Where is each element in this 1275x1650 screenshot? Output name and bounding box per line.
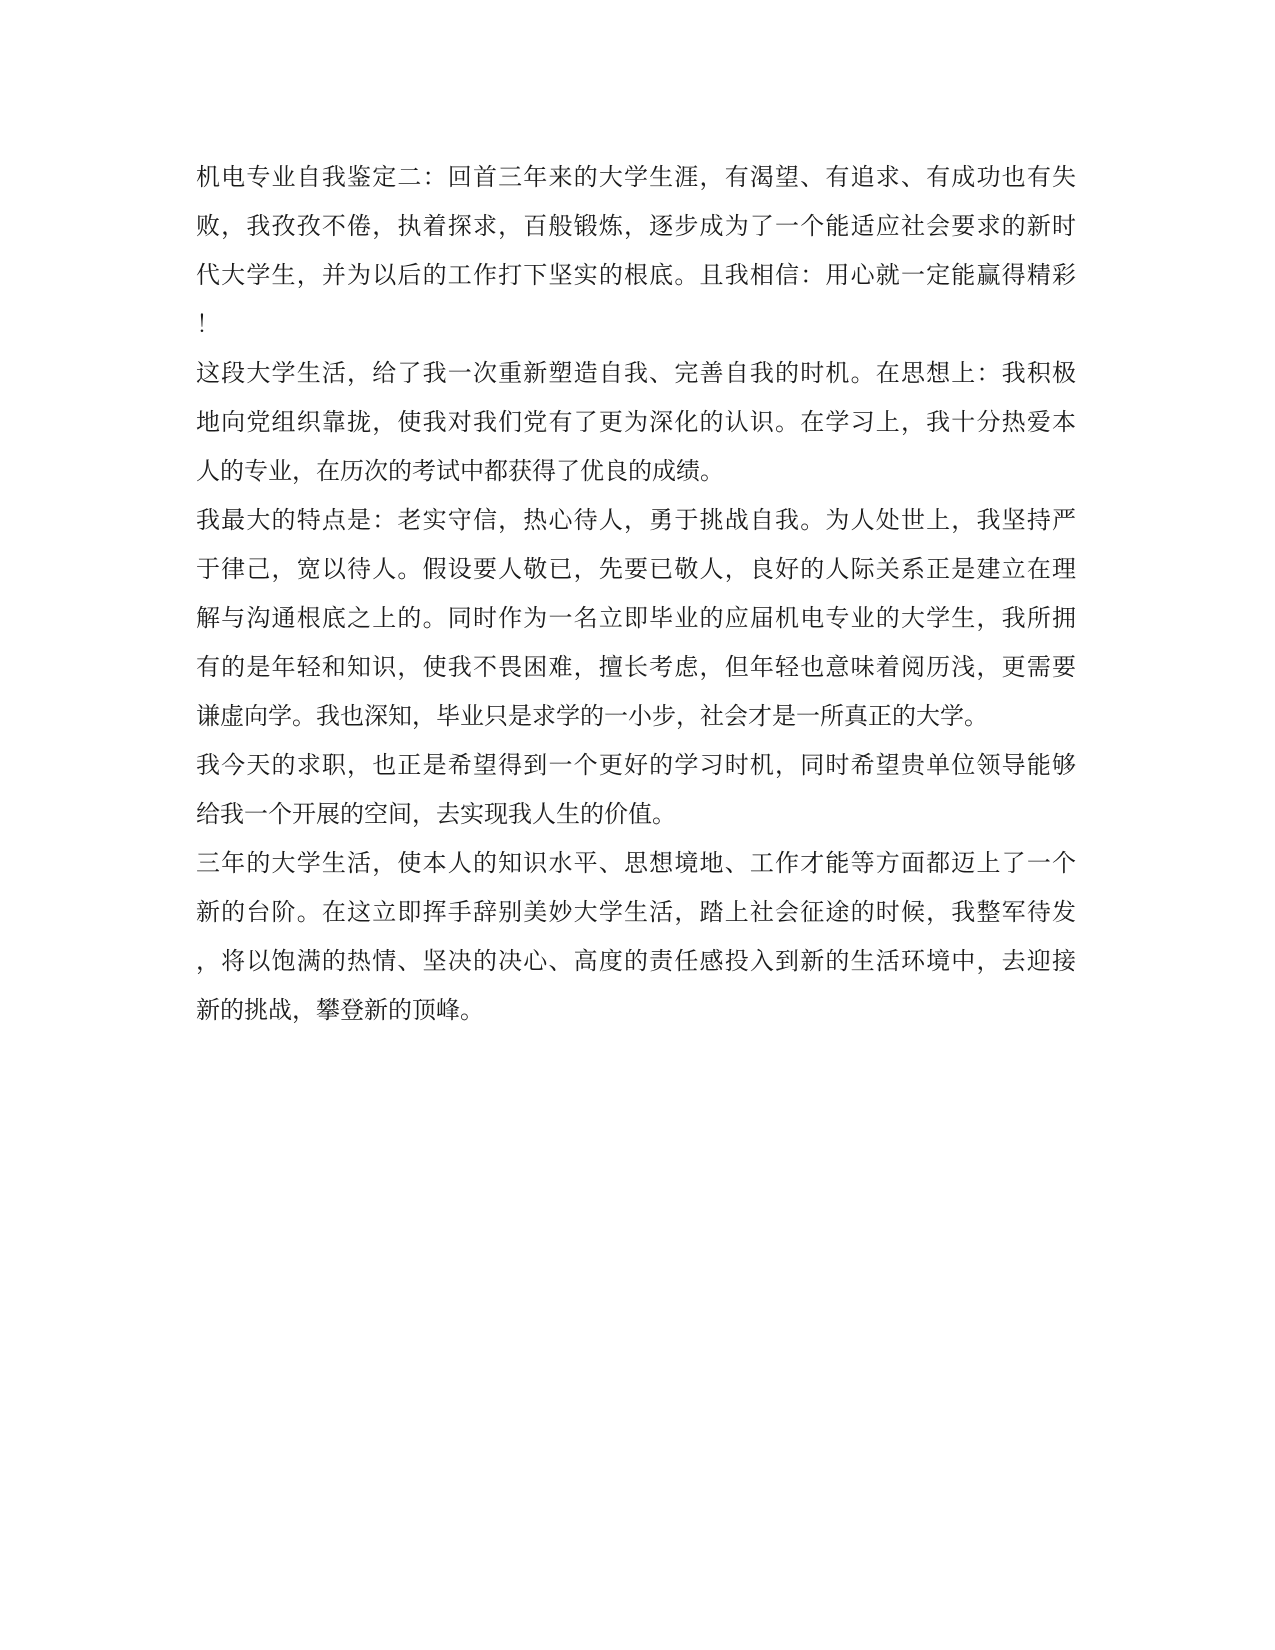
text-line: 有的是年轻和知识，使我不畏困难，擅长考虑，但年轻也意味着阅历浅，更需要 xyxy=(196,653,1076,681)
text-line: 这段大学生活，给了我一次重新塑造自我、完善自我的时机。在思想上：我积极 xyxy=(196,359,1076,387)
paragraph-3 xyxy=(196,496,1076,741)
text-line: 机电专业自我鉴定二：回首三年来的大学生涯，有渴望、有追求、有成功也有失 xyxy=(196,163,1076,191)
text-line: ，将以饱满的热情、坚决的决心、高度的责任感投入到新的生活环境中，去迎接 xyxy=(196,947,1076,975)
paragraph-4 xyxy=(196,741,1076,839)
document-body xyxy=(196,153,1076,1035)
paragraph-5 xyxy=(196,839,1076,1035)
text-line: 地向党组织靠拢，使我对我们党有了更为深化的认识。在学习上，我十分热爱本 xyxy=(196,408,1076,436)
paragraph-1 xyxy=(196,153,1076,349)
text-line: 于律己，宽以待人。假设要人敬已，先要已敬人，良好的人际关系正是建立在理 xyxy=(196,555,1076,583)
text-line: 三年的大学生活，使本人的知识水平、思想境地、工作才能等方面都迈上了一个 xyxy=(196,849,1076,877)
paragraph-2 xyxy=(196,349,1076,496)
text-line: 人的专业，在历次的考试中都获得了优良的成绩。 xyxy=(196,457,724,485)
text-line: 给我一个开展的空间，去实现我人生的价值。 xyxy=(196,800,676,828)
text-line: 代大学生，并为以后的工作打下坚实的根底。且我相信：用心就一定能赢得精彩 xyxy=(196,261,1076,289)
text-line: 新的台阶。在这立即挥手辞别美妙大学生活，踏上社会征途的时候，我整军待发 xyxy=(196,898,1076,926)
text-line: 谦虚向学。我也深知，毕业只是求学的一小步，社会才是一所真正的大学。 xyxy=(196,702,988,730)
text-line: 新的挑战，攀登新的顶峰。 xyxy=(196,996,484,1024)
text-line: 解与沟通根底之上的。同时作为一名立即毕业的应届机电专业的大学生，我所拥 xyxy=(196,604,1076,632)
text-line: 我今天的求职，也正是希望得到一个更好的学习时机，同时希望贵单位领导能够 xyxy=(196,751,1076,779)
text-line: 我最大的特点是：老实守信，热心待人，勇于挑战自我。为人处世上，我坚持严 xyxy=(196,506,1076,534)
text-line: ！ xyxy=(196,310,220,338)
text-line: 败，我孜孜不倦，执着探求，百般锻炼，逐步成为了一个能适应社会要求的新时 xyxy=(196,212,1076,240)
